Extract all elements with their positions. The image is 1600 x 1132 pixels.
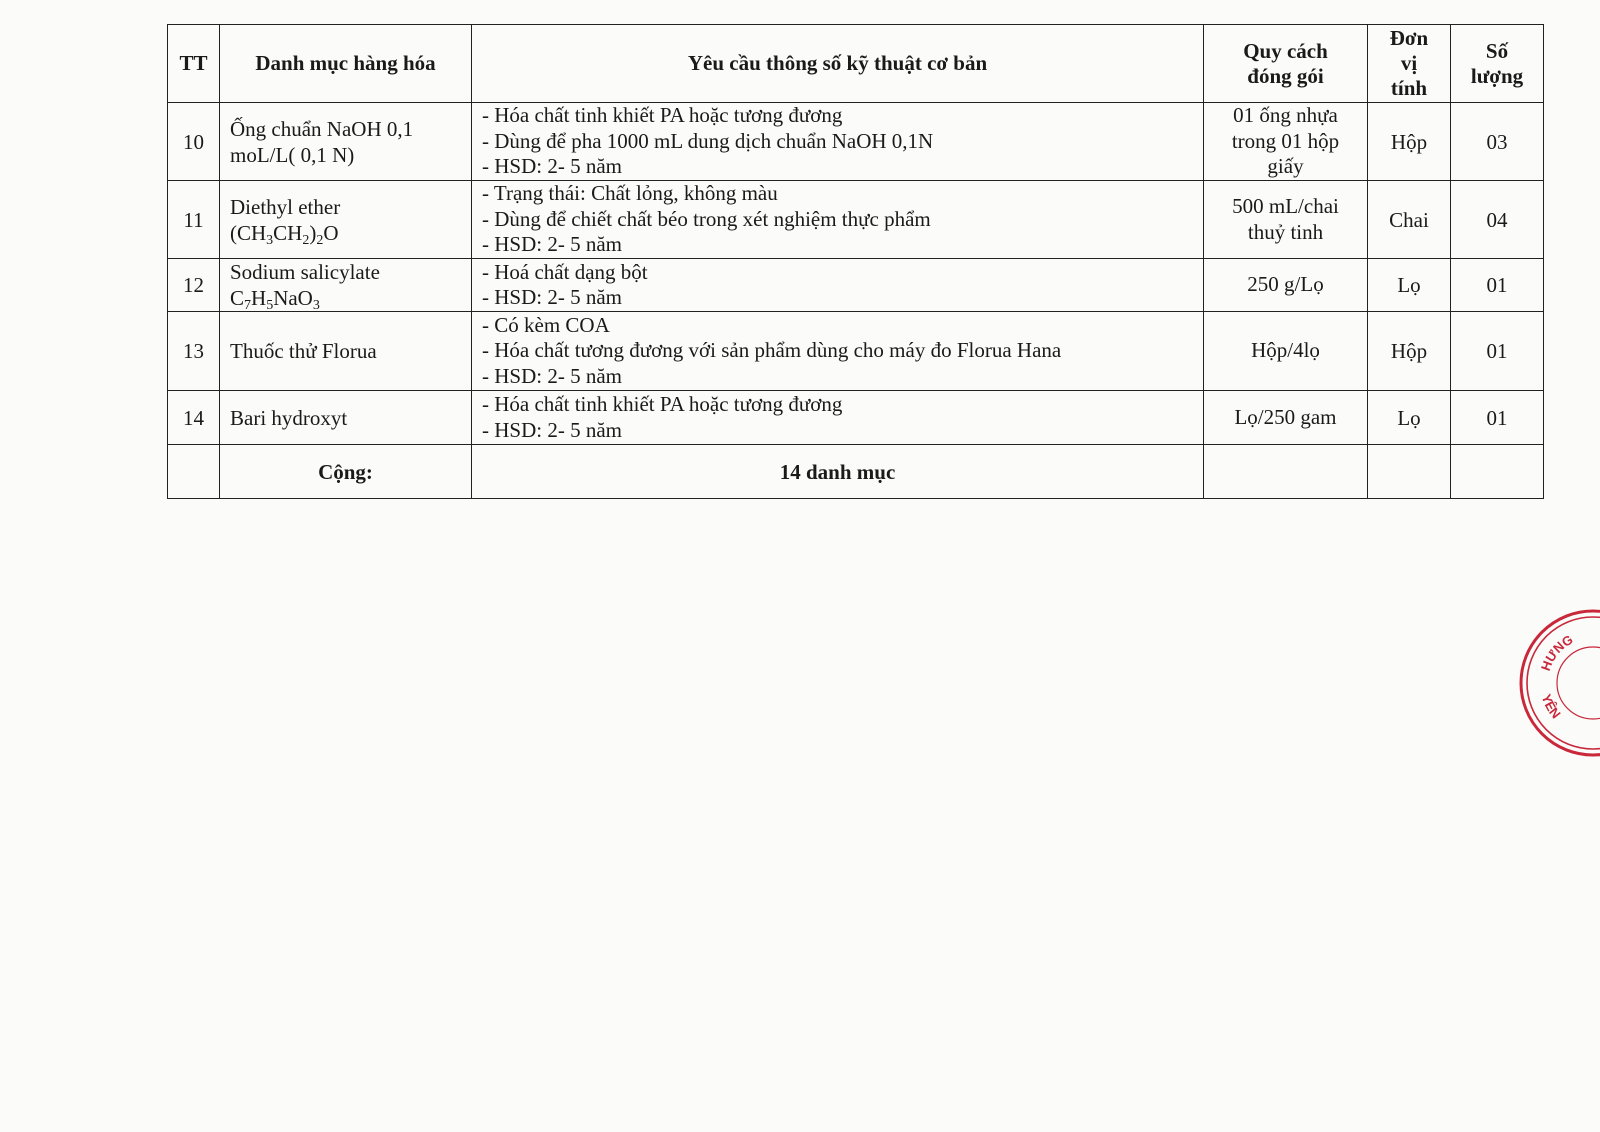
header-pack-line: Quy cách [1243, 38, 1328, 63]
row-spec [472, 181, 1204, 259]
table-row [168, 259, 1544, 312]
pack-line: Hộp/4lọ [1251, 338, 1320, 363]
row-pack [1204, 259, 1368, 312]
row-qty: 01 [1451, 312, 1544, 391]
total-label: Cộng: [220, 445, 472, 499]
pack-line: giấy [1267, 154, 1304, 179]
formula-part: H [251, 286, 267, 310]
pack-line: Lọ/250 gam [1234, 404, 1337, 429]
name-line: Thuốc thử Florua [230, 339, 377, 363]
pack-line: trong 01 hộp [1231, 128, 1340, 153]
row-unit: Lọ [1368, 259, 1451, 312]
formula-sub: 3 [266, 232, 274, 248]
header-tt: TT [168, 25, 220, 103]
goods-table [167, 24, 1544, 499]
row-spec [472, 103, 1204, 181]
table-row [168, 312, 1544, 391]
header-unit-line: Đơn [1389, 26, 1429, 50]
seal-text-top: HƯNG [1537, 631, 1576, 673]
total-count: 14 danh mục [472, 445, 1204, 499]
formula-part: C [230, 286, 245, 310]
header-unit-line: tính [1390, 76, 1428, 100]
formula-sub: 2 [302, 232, 310, 248]
row-pack [1204, 103, 1368, 181]
row-name [220, 391, 472, 445]
seal-core-ring [1557, 647, 1600, 719]
formula-part: CH [273, 220, 303, 245]
row-pack [1204, 312, 1368, 391]
pack-line: 500 mL/chai [1232, 194, 1339, 218]
name-line: Diethyl ether [230, 194, 341, 219]
total-pack-empty [1204, 445, 1368, 499]
row-qty: 01 [1451, 391, 1544, 445]
formula-part: (CH [230, 220, 267, 245]
total-tt-empty [168, 445, 220, 499]
row-name [220, 259, 472, 312]
row-name [220, 181, 472, 259]
name-line: Sodium salicylate [230, 260, 380, 284]
spec-line: - Dùng để pha 1000 mL dung dịch chuẩn NaOH 0,1N [482, 128, 934, 153]
header-row [168, 25, 1544, 103]
spec-line: - Hóa chất tương đương với sản phẩm dùng cho máy đo Florua Hana [482, 338, 1062, 363]
spec-line: - HSD: 2- 5 năm [482, 363, 622, 388]
formula-sub: 5 [266, 298, 274, 313]
row-pack [1204, 391, 1368, 445]
name-line: Ống chuẩn NaOH 0,1 [230, 116, 414, 141]
row-spec [472, 391, 1204, 445]
total-row [168, 445, 1544, 499]
row-unit: Lọ [1368, 391, 1451, 445]
row-unit: Hộp [1368, 103, 1451, 181]
spec-line: - HSD: 2- 5 năm [482, 417, 622, 442]
row-unit: Chai [1368, 181, 1451, 259]
total-qty-empty [1451, 445, 1544, 499]
pack-line: thuỷ tinh [1247, 219, 1324, 244]
header-spec: Yêu cầu thông số kỹ thuật cơ bản [472, 25, 1204, 103]
header-qty [1451, 25, 1544, 103]
row-name [220, 312, 472, 391]
header-pack [1204, 25, 1368, 103]
row-qty: 01 [1451, 259, 1544, 312]
row-tt: 10 [168, 103, 220, 181]
formula-part: NaO [273, 286, 313, 310]
row-pack [1204, 181, 1368, 259]
row-spec [472, 312, 1204, 391]
header-qty-line: lượng [1470, 63, 1524, 88]
spec-line: - HSD: 2- 5 năm [482, 154, 622, 179]
formula-part: O [323, 220, 339, 245]
seal-outer-ring [1521, 611, 1600, 755]
spec-line: - Dùng để chiết chất béo trong xét nghiệm thực phẩm [482, 206, 931, 231]
red-seal-stamp [1518, 608, 1600, 758]
spec-line: - HSD: 2- 5 năm [482, 232, 622, 257]
formula-sub: 3 [312, 298, 320, 313]
row-tt: 11 [168, 181, 220, 259]
header-unit [1368, 25, 1451, 103]
formula-sub: 2 [316, 232, 324, 248]
row-tt: 14 [168, 391, 220, 445]
row-unit: Hộp [1368, 312, 1451, 391]
header-qty-line: Số [1485, 38, 1509, 63]
row-tt: 12 [168, 259, 220, 312]
chemical-formula [230, 220, 465, 246]
seal-text [1538, 632, 1576, 673]
spec-line: - HSD: 2- 5 năm [482, 285, 622, 309]
seal-text-bottom: YÊN [1538, 692, 1564, 722]
spec-line: - Hóa chất tinh khiết PA hoặc tương đương [482, 392, 843, 416]
spec-line: - Trạng thái: Chất lỏng, không màu [482, 181, 778, 206]
table-row [168, 181, 1544, 259]
row-tt: 13 [168, 312, 220, 391]
row-name [220, 103, 472, 181]
row-qty: 04 [1451, 181, 1544, 259]
chemical-formula [230, 285, 465, 311]
name-line: Bari hydroxyt [230, 405, 348, 430]
table-row [168, 103, 1544, 181]
pack-line: 01 ống nhựa [1233, 103, 1338, 128]
formula-sub: 7 [244, 298, 252, 313]
table-row [168, 391, 1544, 445]
spec-line: - Có kèm COA [482, 312, 610, 337]
spec-line: - Hoá chất dạng bột [482, 259, 648, 284]
row-qty: 03 [1451, 103, 1544, 181]
row-spec [472, 259, 1204, 312]
formula-part: ) [309, 220, 317, 245]
header-pack-line: đóng gói [1247, 63, 1324, 88]
total-unit-empty [1368, 445, 1451, 499]
header-name: Danh mục hàng hóa [220, 25, 472, 103]
name-line: moL/L( 0,1 N) [230, 142, 355, 167]
header-unit-line: vị [1400, 51, 1418, 75]
pack-line: 250 g/Lọ [1247, 272, 1324, 297]
spec-line: - Hóa chất tinh khiết PA hoặc tương đương [482, 103, 843, 128]
